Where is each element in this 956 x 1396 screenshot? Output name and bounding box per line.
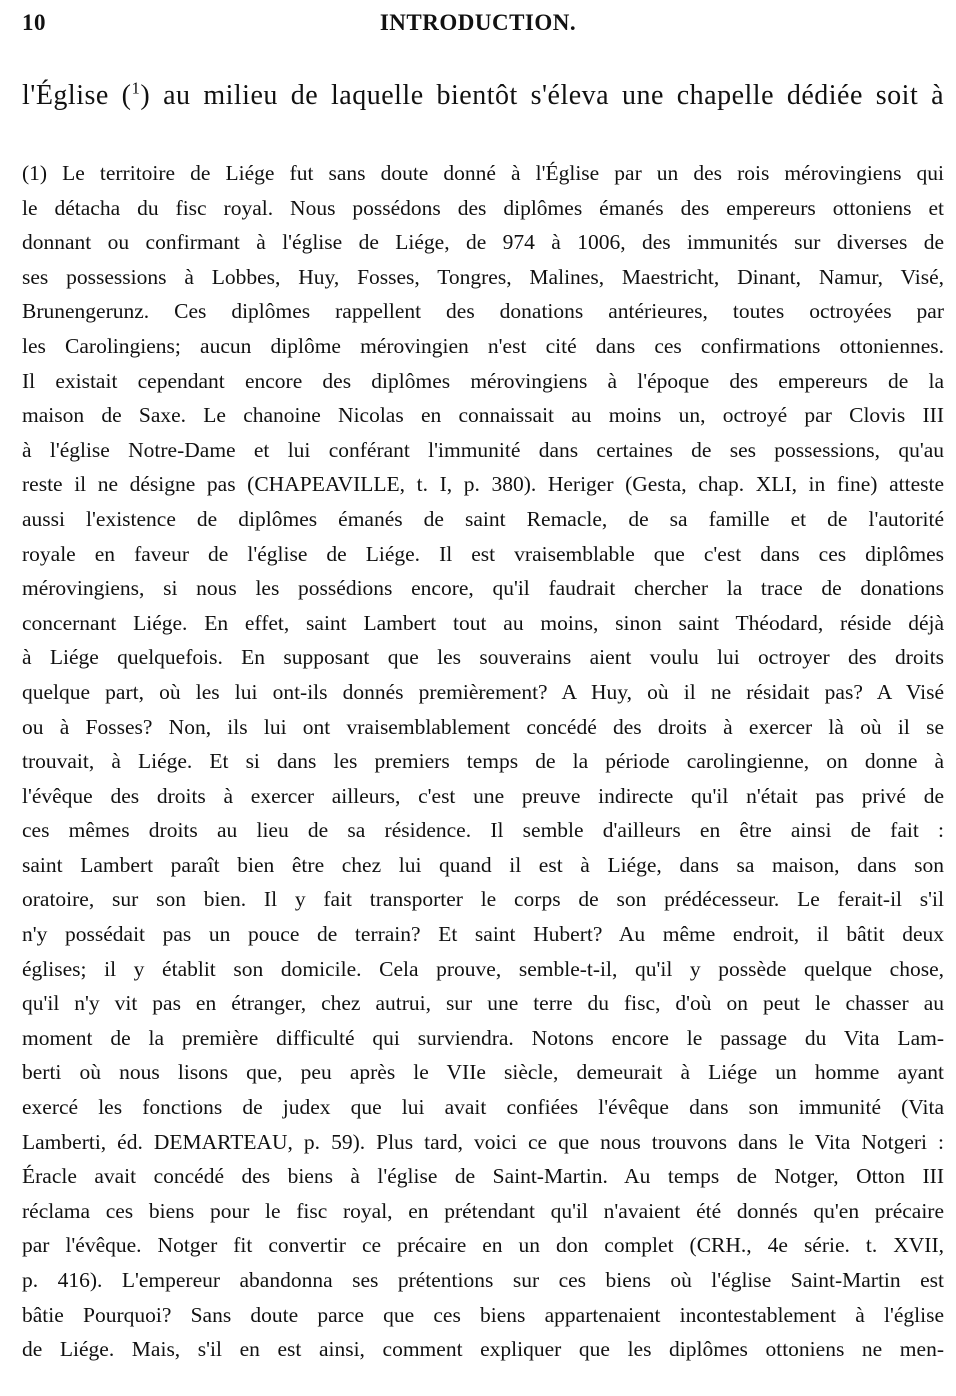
footnote-line: mérovingiens, si nous les possédions encore, qu'il faudrait chercher la trace de donations	[22, 576, 944, 601]
footnote-line: de Liége. Mais, s'il en est ainsi, comment expliquer que les diplômes ottoniens ne men-	[22, 1337, 944, 1362]
footnote-line: p. 416). L'empereur abandonna ses prétentions sur ces biens où l'église Saint-Martin est	[22, 1268, 944, 1292]
footnote-line: royale en faveur de l'église de Liége. Il est vraisemblable que c'est dans ces diplômes	[22, 541, 944, 566]
footnote-line: à Liége quelquefois. En supposant que les souverains aient voulu lui octroyer des droits	[22, 645, 944, 670]
footnote-reference: 1	[131, 78, 141, 98]
body-text-line	[22, 80, 944, 112]
footnote-line: donnant ou confirmant à l'église de Liége, de 974 à 1006, des immunités sur diverses de	[22, 230, 944, 255]
footnote-line: saint Lambert paraît bien être chez lui quand il est à Liége, dans sa maison, dans son	[22, 852, 944, 877]
body-text-before: l'Église (	[22, 80, 132, 111]
footnote-line: ces mêmes droits au lieu de sa résidence. Il semble d'ailleurs en être ainsi de fait :	[22, 818, 944, 843]
footnote-line: maison de Saxe. Le chanoine Nicolas en connaissait au moins un, octroyé par Clovis III	[22, 403, 944, 428]
footnote-line: l'évêque des droits à exercer ailleurs, c'est une preuve indirecte qu'il n'était pas privé de	[22, 783, 944, 808]
footnote-block	[22, 156, 944, 1367]
footnote-line: ses possessions à Lobbes, Huy, Fosses, Tongres, Malines, Maestricht, Dinant, Namur, Visé,	[22, 264, 944, 289]
page-number: 10	[22, 10, 46, 35]
footnote-line: n'y possédait pas un pouce de terrain? Et saint Hubert? Au même endroit, il bâtit deux	[22, 922, 944, 947]
footnote-line: reste il ne désigne pas (CHAPEAVILLE, t. I, p. 380). Heriger (Gesta, chap. XLI, in fine) atteste	[22, 472, 944, 497]
footnote-line: réclama ces biens pour le fisc royal, en prétendant qu'il n'avaient été donnés qu'en précaire	[22, 1198, 944, 1223]
footnote-line: bâtie Pourquoi? Sans doute parce que ces biens appartenaient incontestablement à l'église	[22, 1302, 944, 1327]
footnote-line: par l'évêque. Notger fit convertir ce précaire en un don complet (CRH., 4e série. t. XVII,	[22, 1233, 944, 1258]
footnote-line: (1) Le territoire de Liége fut sans doute donné à l'Église par un des rois mérovingiens qui	[22, 161, 944, 185]
footnote-line: aussi l'existence de diplômes émanés de saint Remacle, de sa famille et de l'autorité	[22, 506, 944, 531]
footnote-line: Lamberti, éd. DEMARTEAU, p. 59). Plus tard, voici ce que nous trouvons dans le Vita Notgeri :	[22, 1129, 944, 1154]
page-header	[22, 10, 934, 44]
footnote-line: quelque part, où les lui ont-ils donnés premièrement? A Huy, où il ne résidait pas? A Visé	[22, 679, 944, 704]
footnote-line: moment de la première difficulté qui surviendra. Notons encore le passage du Vita Lam-	[22, 1025, 944, 1050]
footnote-line: Brunengerunz. Ces diplômes rappellent des donations antérieures, toutes octroyées par	[22, 299, 944, 324]
footnote-line: concernant Liége. En effet, saint Lambert tout au moins, sinon saint Théodard, réside déjà	[22, 610, 944, 635]
footnote-line: à l'église Notre-Dame et lui conférant l'immunité dans certaines de ses possessions, qu'au	[22, 437, 944, 462]
footnote-line: le détacha du fisc royal. Nous possédons des diplômes émanés des empereurs ottoniens et	[22, 195, 944, 220]
footnote-line: églises; il y établit son domicile. Cela prouve, semble-t-il, qu'il y possède quelque chose,	[22, 956, 944, 981]
footnote-line: qu'il n'y vit pas en étranger, chez autrui, sur une terre du fisc, d'où on peut le chasser au	[22, 991, 944, 1016]
footnote-line: Il existait cependant encore des diplômes mérovingiens à l'époque des empereurs de la	[22, 368, 944, 393]
body-text-after: ) au milieu de laquelle bientôt s'éleva une chapelle dédiée soit à	[140, 80, 945, 111]
footnote-line: Éracle avait concédé des biens à l'église de Saint-Martin. Au temps de Notger, Otton III	[22, 1164, 944, 1189]
footnote-line: berti où nous lisons que, peu après le VIIe siècle, demeurait à Liége un homme ayant	[22, 1060, 944, 1085]
footnote-line: oratoire, sur son bien. Il y fait transporter le corps de son prédécesseur. Le ferait-il s'il	[22, 887, 944, 912]
running-title: INTRODUCTION.	[379, 10, 577, 35]
footnote-line: les Carolingiens; aucun diplôme mérovingien n'est cité dans ces confirmations ottoniennes.	[22, 333, 944, 358]
footnote-line: trouvait, à Liége. Et si dans les premiers temps de la période carolingienne, on donne à	[22, 749, 944, 774]
footnote-line: ou à Fosses? Non, ils lui ont vraisemblablement concédé des droits à exercer là où il se	[22, 714, 944, 739]
footnote-line: exercé les fonctions de judex que lui avait confiées l'évêque dans son immunité (Vita	[22, 1095, 944, 1120]
